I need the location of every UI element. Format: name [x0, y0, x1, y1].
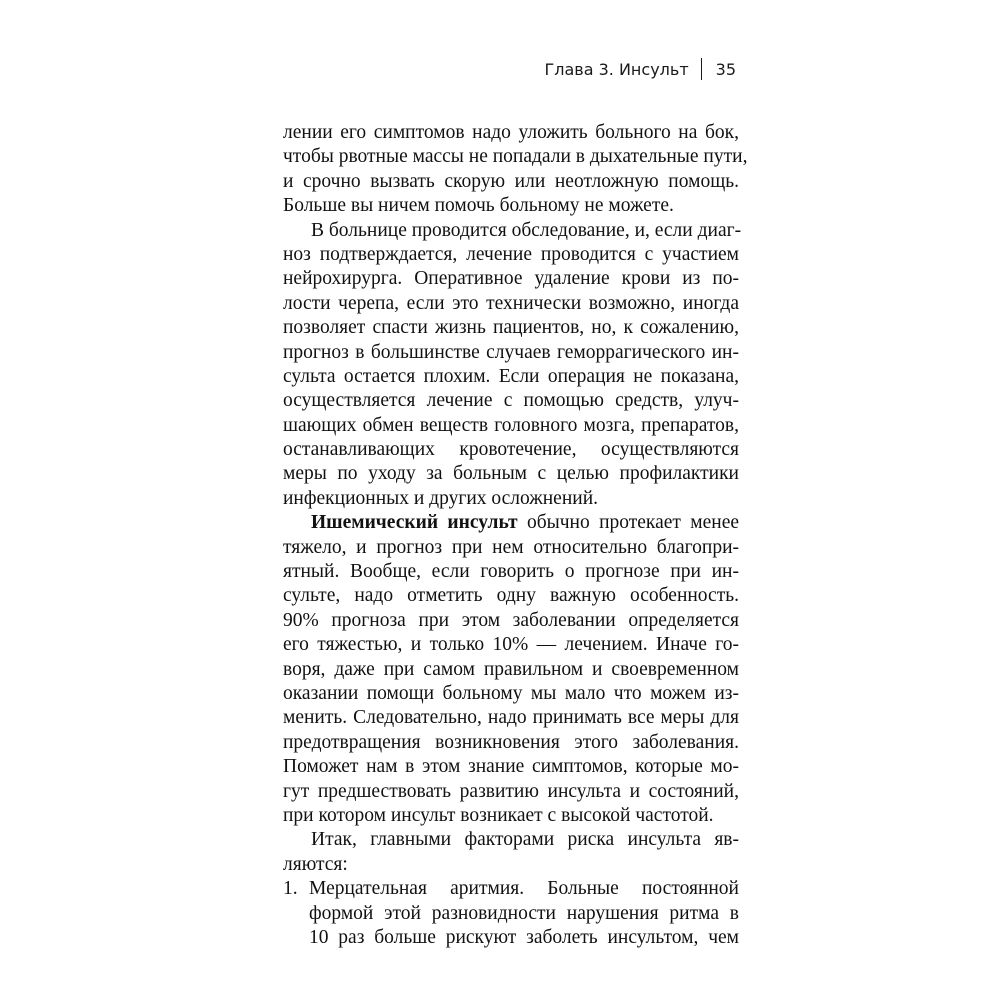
text-line: предотвращения возникновения этого заболевания. [283, 731, 739, 753]
text-line: гут предшествовать развитию инсульта и состояний, [283, 780, 739, 802]
list-item [283, 877, 739, 901]
text-run: Мерцательная аритмия. Больные постоянной [309, 878, 739, 900]
text-line: останавливающих кровотечение, осуществляются [283, 439, 739, 461]
text-line: Итак, главными факторами риска инсульта яв- [311, 829, 739, 851]
text-line: ляются: [283, 853, 348, 875]
text-line: позволяет спасти жизнь пациентов, но, к сожалению, [283, 317, 739, 339]
text-line: прогноз в большинстве случаев геморрагического ин- [283, 341, 739, 363]
text-line [283, 511, 739, 535]
text-line: менить. Следовательно, надо принимать все меры для [283, 707, 739, 729]
page-number: 35 [715, 59, 736, 79]
text-line: ноз подтверждается, лечение проводится с участием [283, 243, 739, 265]
text-line: тяжело, и прогноз при нем относительно благопри- [283, 536, 739, 558]
running-head [545, 56, 737, 82]
bold-term: Ишемический инсульт [311, 512, 518, 534]
text-line: сульта остается плохим. Если операция не показана, [283, 365, 739, 387]
text-line: чтобы рвотные массы не попадали в дыхательные пути, [283, 146, 748, 168]
text-line: Больше вы ничем помочь больному не можете. [283, 195, 674, 217]
text-line: нейрохирурга. Оперативное удаление крови из по- [283, 268, 739, 290]
text-line: В больнице проводится обследование, и, если диаг- [311, 219, 742, 241]
text-line: 10 раз больше рискуют заболеть инсультом, чем [309, 926, 739, 948]
text-line: ятный. Вообще, если говорить о прогнозе при ин- [283, 561, 739, 583]
header-divider [701, 58, 702, 80]
text-run: обычно протекает менее [517, 512, 740, 534]
text-line: меры по уходу за больным с целью профилактики [283, 463, 739, 485]
text-line: шающих обмен веществ головного мозга, препаратов, [283, 414, 739, 436]
text-line: лости черепа, если это технически возможно, иногда [283, 292, 739, 314]
body-text [283, 121, 748, 950]
text-line: воря, даже при самом правильном и своевременном [283, 658, 739, 680]
text-line: оказании помощи больному мы мало что можем из- [283, 682, 739, 704]
text-line: 90% прогноза при этом заболевании определяется [283, 609, 739, 631]
list-number: 1. [283, 878, 298, 900]
chapter-title: Глава 3. Инсульт [544, 59, 689, 79]
text-line: осуществляется лечение с помощью средств, улуч- [283, 390, 739, 412]
text-line: при котором инсульт возникает с высокой частотой. [283, 804, 714, 826]
text-line: Поможет нам в этом знание симптомов, которые мо- [283, 756, 739, 778]
text-line: его тяжестью, и только 10% — лечением. Иначе го- [283, 634, 739, 656]
text-line: инфекционных и других осложнений. [283, 487, 599, 509]
text-line: формой этой разновидности нарушения ритма в [309, 902, 739, 924]
text-line: сульте, надо отметить одну важную особенность. [283, 585, 739, 607]
text-line: и срочно вызвать скорую или неотложную помощь. [283, 170, 739, 192]
text-line: лении его симптомов надо уложить больного на бок, [283, 122, 739, 143]
